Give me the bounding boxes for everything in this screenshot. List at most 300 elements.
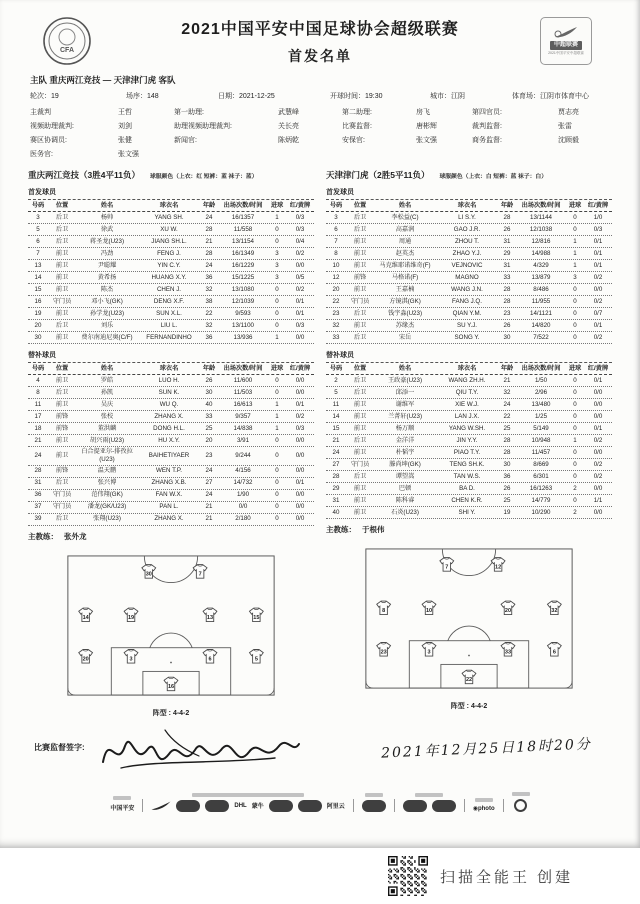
table-cell: 31: [332, 496, 340, 504]
table-row: [28, 399, 314, 411]
sponsor-caption-bar: [365, 793, 383, 797]
starters-label: 首发球员: [28, 189, 56, 196]
team-header: [28, 169, 314, 181]
table-cell: 0/0: [295, 467, 305, 475]
sheet-header: [28, 16, 612, 66]
table-row: [326, 308, 612, 320]
table-cell: 13/879: [531, 273, 551, 281]
table-cell: 刘乐: [100, 321, 114, 329]
table-cell: 5: [334, 388, 338, 396]
table-cell: 1: [275, 333, 279, 341]
sponsor-strip: [28, 792, 612, 812]
column-header: 年龄: [500, 201, 514, 209]
table-cell: 31: [503, 237, 511, 245]
starters-label: 首发球员: [326, 189, 354, 196]
sponsor-caption-bar: [512, 792, 530, 796]
team-column-home: [28, 169, 314, 718]
column-header: 球衣名: [457, 201, 477, 209]
official-name: 陈炳乾: [278, 137, 299, 144]
table-row: [326, 447, 612, 459]
table-cell: 金洋洋: [395, 436, 415, 444]
table-cell: 16/1357: [231, 213, 255, 221]
table-cell: DONG H.L.: [153, 424, 185, 432]
table-row: [28, 411, 314, 423]
table-row: [28, 514, 314, 526]
table-cell: 前卫: [55, 400, 69, 408]
table-cell: 23: [332, 309, 340, 317]
table-cell: 后卫: [353, 472, 367, 480]
table-cell: DENG X.F.: [153, 297, 185, 305]
table-cell: 前卫: [353, 285, 367, 293]
info-item: 日期：2021-12-25: [218, 93, 275, 100]
sponsor-separator: [503, 799, 504, 812]
table-cell: 朴韬宇: [395, 448, 415, 456]
table-cell: 前卫: [55, 309, 69, 317]
table-row: [28, 272, 314, 284]
table-row: [28, 236, 314, 248]
table-cell: 兰菁轩(U23): [387, 412, 423, 420]
table-cell: 11: [34, 400, 42, 408]
table-cell: 1: [573, 436, 577, 444]
svg-text:14: 14: [82, 614, 89, 621]
table-row: [326, 284, 612, 296]
column-header: 姓名: [398, 364, 412, 372]
table-cell: 0/1: [295, 479, 305, 487]
table-row: [326, 471, 612, 483]
sponsor-separator: [142, 799, 143, 812]
table-cell: 前卫: [55, 333, 69, 341]
table-row: [326, 332, 612, 344]
table-cell: 0/0: [295, 261, 305, 269]
table-row: [326, 495, 612, 507]
table-cell: 24: [205, 491, 213, 499]
table-row: [326, 435, 612, 447]
official-name: 武慧峰: [278, 109, 299, 116]
table-cell: 钱宇淼(U23): [387, 309, 423, 317]
coach-label: 主教练：: [326, 525, 356, 534]
table-cell: 后卫: [353, 225, 367, 233]
table-cell: 0: [573, 297, 577, 305]
sponsor-logo: [176, 800, 200, 812]
kit-colors: 球服颜色（上衣：白 短裤：蓝 袜子：白）: [439, 174, 548, 180]
table-cell: 37: [34, 503, 42, 511]
player-shirt-icon: [377, 601, 391, 615]
table-cell: 3: [334, 213, 338, 221]
table-cell: 27: [332, 460, 340, 468]
table-cell: 后卫: [55, 479, 69, 487]
table-cell: 前卫: [353, 261, 367, 269]
table-cell: 守门员: [52, 297, 72, 305]
camscanner-qr-code: [388, 856, 428, 896]
official-role: 裁判监督:: [472, 123, 502, 130]
sponsor-group: [362, 793, 386, 812]
table-cell: 冯劲: [100, 249, 114, 257]
table-cell: 21: [332, 436, 340, 444]
table-cell: 0/2: [593, 436, 603, 444]
table-cell: 7: [334, 237, 338, 245]
table-cell: 3: [275, 261, 279, 269]
table-header-row: [28, 363, 314, 375]
svg-text:3: 3: [129, 656, 133, 663]
table-cell: 28: [503, 448, 511, 456]
table-row: [28, 387, 314, 399]
column-header: 位置: [353, 364, 367, 372]
table-cell: 杨万顺: [395, 424, 415, 432]
table-row: [326, 248, 612, 260]
table-cell: 前卫: [55, 273, 69, 281]
table-cell: 11: [332, 400, 340, 408]
sponsor-separator: [353, 799, 354, 812]
teams-section: [28, 169, 612, 718]
table-cell: 29: [503, 249, 511, 257]
table-cell: 7: [36, 249, 40, 257]
table-cell: PIAO T.Y.: [453, 448, 481, 456]
table-cell: 24: [205, 213, 213, 221]
table-cell: SONG Y.: [454, 333, 480, 341]
table-cell: 赵英杰: [395, 249, 415, 257]
table-cell: LIU L.: [160, 321, 178, 329]
table-cell: PAN L.: [159, 503, 179, 511]
table-cell: 1/0: [593, 213, 603, 221]
table-cell: YANG W.SH.: [448, 424, 486, 432]
table-cell: 32: [503, 388, 511, 396]
table-cell: 0/3: [295, 213, 305, 221]
table-cell: 吴庆: [100, 400, 114, 408]
nike-swoosh-icon: [151, 801, 171, 811]
table-cell: 0/2: [295, 249, 305, 257]
table-header-row: [28, 200, 314, 212]
starters-table: [326, 199, 612, 344]
csl-badge: [540, 17, 592, 65]
table-cell: 1/1: [593, 496, 603, 504]
table-cell: 20: [34, 321, 42, 329]
table-cell: 3: [36, 213, 40, 221]
subs-table: [28, 362, 314, 526]
page-title: 2021中国平安中国足球协会超级联赛: [181, 21, 459, 38]
table-cell: 1/50: [534, 376, 548, 384]
table-cell: 0/4: [295, 237, 305, 245]
table-cell: 李松益(C): [391, 213, 419, 221]
table-cell: 0/7: [593, 309, 603, 317]
table-cell: BA D.: [459, 484, 475, 492]
table-cell: 方镜淇(GK): [389, 297, 421, 305]
table-cell: 0/2: [593, 472, 603, 480]
table-cell: JIN Y.Y.: [456, 436, 478, 444]
table-cell: 前卫: [353, 508, 367, 516]
svg-text:33: 33: [504, 649, 512, 656]
table-cell: 后卫: [353, 436, 367, 444]
table-cell: YIN C.Y.: [157, 261, 181, 269]
table-cell: 0/3: [295, 424, 305, 432]
team-header: [326, 169, 612, 181]
table-cell: 0: [275, 285, 279, 293]
column-header: 位置: [55, 364, 69, 372]
table-cell: 32: [332, 321, 340, 329]
table-cell: 0: [573, 225, 577, 233]
table-cell: 前卫: [353, 249, 367, 257]
table-cell: 9/593: [235, 309, 251, 317]
table-cell: 33: [332, 333, 340, 341]
table-cell: 0/1: [295, 309, 305, 317]
column-header: 年龄: [202, 364, 216, 372]
table-cell: 张校: [100, 412, 114, 420]
table-cell: 0/0: [295, 436, 305, 444]
coach-line: [28, 531, 314, 542]
table-cell: 0: [275, 297, 279, 305]
svg-text:6: 6: [552, 649, 556, 656]
column-header: 球衣名: [159, 364, 179, 372]
table-cell: 守门员: [52, 491, 72, 499]
column-header: 姓名: [398, 201, 412, 209]
column-header: 球衣名: [159, 201, 179, 209]
svg-text:7: 7: [445, 564, 449, 571]
table-cell: 2/96: [534, 388, 548, 396]
table-cell: 11/600: [233, 376, 253, 384]
table-cell: 8: [334, 249, 338, 257]
matchup-line: 主队 重庆两江竞技 — 天津津门虎 客队: [30, 75, 176, 85]
table-cell: 0: [275, 451, 279, 459]
table-cell: 21: [34, 436, 42, 444]
sponsor-group: [110, 796, 134, 812]
column-header: 进球: [568, 201, 582, 209]
table-row: [326, 212, 612, 224]
table-cell: 14/779: [531, 496, 551, 504]
formation-caption: 阵型 : 4-4-2: [152, 709, 190, 717]
subs-label: 替补球员: [326, 352, 354, 359]
table-cell: 28: [205, 225, 213, 233]
table-cell: 33: [205, 412, 213, 420]
table-cell: 16/613: [233, 400, 253, 408]
formation-pitch: [58, 552, 284, 702]
table-cell: 38: [205, 297, 213, 305]
table-cell: 巴顿: [398, 484, 412, 492]
official-name: 张雷: [558, 123, 572, 130]
table-cell: 胡兴雨(U23): [89, 436, 125, 444]
table-cell: 13/1154: [232, 237, 254, 245]
coach-name: 于根伟: [362, 525, 385, 534]
coach-label: 主教练：: [28, 531, 58, 541]
official-role: 第一助理:: [174, 109, 204, 116]
table-cell: 25: [205, 424, 213, 432]
table-cell: 后卫: [55, 213, 69, 221]
table-row: [28, 224, 314, 236]
table-cell: 16/1263: [529, 484, 553, 492]
table-cell: 张兴博: [97, 479, 117, 487]
svg-text:23: 23: [380, 649, 387, 656]
info-item: 体育场：江阴市体育中心: [512, 93, 589, 100]
column-header: 号码: [31, 201, 45, 209]
table-cell: 白合提亚尔-排孜拉(U23): [81, 448, 133, 463]
column-header: 年龄: [500, 364, 514, 372]
table-cell: 0/0: [593, 412, 603, 420]
table-cell: 后卫: [353, 213, 367, 221]
table-cell: 23: [205, 451, 213, 459]
table-cell: 13/1144: [530, 213, 552, 221]
svg-text:12: 12: [495, 564, 502, 571]
table-cell: 3: [573, 273, 577, 281]
table-cell: 24: [332, 448, 340, 456]
table-cell: 8: [36, 388, 40, 396]
table-cell: 16/1349: [231, 249, 255, 257]
official-name: 唐彬辉: [416, 123, 437, 130]
player-shirt-icon: [124, 608, 138, 622]
official-role: 商务监督:: [472, 137, 502, 144]
table-cell: 12/1039: [231, 297, 255, 305]
sponsor-caption-bar: [475, 798, 493, 802]
table-cell: 0/5: [295, 273, 305, 281]
table-cell: 9/244: [235, 451, 251, 459]
table-cell: 1: [573, 237, 577, 245]
table-row: [326, 260, 612, 272]
table-cell: 0: [275, 388, 279, 396]
table-cell: 0/0: [295, 333, 305, 341]
table-cell: 前锋: [55, 412, 69, 420]
table-cell: ZHANG X.: [154, 515, 184, 523]
table-cell: 13/1100: [232, 321, 254, 329]
signature-label: 比赛监督签字:: [34, 742, 85, 752]
table-cell: 12/816: [531, 237, 551, 245]
column-header: 号码: [31, 364, 45, 372]
table-cell: 11/558: [233, 225, 253, 233]
official-name: 房飞: [416, 109, 430, 116]
table-cell: 马克维耶诺维奇(F): [379, 261, 431, 269]
table-cell: 32: [205, 285, 213, 293]
table-cell: 24: [205, 467, 213, 475]
table-cell: ZHOU T.: [455, 237, 479, 245]
starters-table: [28, 199, 314, 344]
table-cell: 0/2: [593, 273, 603, 281]
column-header: 出场次数/时间: [521, 364, 561, 372]
table-cell: 0/0: [593, 388, 603, 396]
table-cell: 0/2: [593, 333, 603, 341]
table-row: [28, 466, 314, 478]
table-row: [326, 224, 612, 236]
table-cell: 6: [334, 225, 338, 233]
table-row: [28, 320, 314, 332]
table-cell: 36: [205, 333, 213, 341]
official-role: 主裁判: [30, 109, 51, 116]
table-row: [326, 272, 612, 284]
table-row: [28, 478, 314, 490]
svg-text:20: 20: [504, 608, 512, 615]
table-cell: 36: [503, 472, 511, 480]
csl-swirl-icon: [553, 26, 579, 40]
sponsor-caption-bar: [113, 796, 131, 800]
table-cell: 28: [205, 249, 213, 257]
kit-colors: 球服颜色（上衣：红 短裤：蓝 袜子：蓝）: [149, 174, 258, 180]
table-cell: 11/457: [531, 448, 551, 456]
table-cell: 0: [275, 467, 279, 475]
table-cell: 前卫: [353, 424, 367, 432]
table-row: [28, 375, 314, 387]
table-cell: 1: [275, 400, 279, 408]
table-cell: 0: [573, 309, 577, 317]
sponsor-separator: [464, 799, 465, 812]
info-item: 城市：江阴: [430, 93, 465, 100]
table-cell: 前卫: [353, 484, 367, 492]
official-role: 赛区协调员:: [30, 137, 67, 144]
player-shirt-icon: [124, 649, 138, 663]
table-cell: FENG J.: [157, 249, 181, 257]
table-cell: 10: [332, 261, 340, 269]
table-cell: 0/0: [593, 508, 603, 516]
signature-scribble: [95, 720, 305, 778]
team-column-away: [326, 169, 612, 718]
table-cell: 马格诺(F): [391, 273, 419, 281]
player-shirt-icon: [547, 601, 561, 615]
table-cell: 26: [503, 484, 511, 492]
table-cell: 守门员: [350, 297, 370, 305]
table-cell: 5/149: [533, 424, 549, 432]
table-cell: 0: [275, 225, 279, 233]
formation-diagram: [326, 545, 612, 711]
table-cell: 0: [573, 400, 577, 408]
column-header: 位置: [353, 201, 367, 209]
table-cell: 14/838: [233, 424, 253, 432]
svg-text:30: 30: [145, 571, 152, 578]
table-cell: 石炎(U23): [391, 508, 419, 516]
player-shirt-icon: [249, 649, 263, 663]
team-name: 重庆两江竞技（3胜4平11负）: [28, 170, 140, 180]
table-cell: 费尔南迪尼奥(C/F): [81, 333, 133, 341]
table-cell: 0: [573, 321, 577, 329]
table-cell: LAN J.X.: [454, 412, 480, 420]
column-header: 进球: [270, 364, 284, 372]
table-cell: 13/936: [233, 333, 253, 341]
info-row: [30, 91, 612, 101]
table-cell: 0: [573, 388, 577, 396]
table-cell: 39: [34, 515, 42, 523]
table-cell: 11/955: [531, 297, 551, 305]
badge-band-text: 中超联赛: [550, 41, 582, 49]
table-cell: 黄希扬: [97, 273, 117, 281]
table-cell: 0: [573, 448, 577, 456]
sponsor-logo: [403, 800, 427, 812]
official-role: 新闻官:: [174, 137, 197, 144]
table-cell: 21: [205, 237, 213, 245]
table-cell: 0: [275, 491, 279, 499]
table-cell: 25: [503, 496, 511, 504]
sponsor-group: [512, 792, 530, 812]
table-cell: 30: [205, 388, 213, 396]
player-shirt-icon: [501, 601, 515, 615]
table-cell: 后卫: [353, 388, 367, 396]
player-shirt-icon: [547, 643, 561, 657]
table-cell: 6: [36, 237, 40, 245]
table-cell: 29: [332, 484, 340, 492]
title-block: [100, 16, 540, 66]
subs-table: [326, 362, 612, 519]
table-cell: 0/1: [593, 261, 603, 269]
table-cell: 24: [205, 261, 213, 269]
svg-text:22: 22: [465, 677, 473, 684]
table-cell: 13: [34, 261, 42, 269]
player-shirt-icon: [203, 649, 217, 663]
table-cell: 12/1038: [529, 225, 553, 233]
svg-text:6: 6: [208, 656, 212, 663]
table-cell: 守门员: [350, 460, 370, 468]
table-cell: HUANG X.Y.: [151, 273, 187, 281]
player-shirt-icon: [462, 670, 476, 684]
table-cell: YANG SH.: [154, 213, 184, 221]
table-cell: 徐武: [100, 225, 114, 233]
table-cell: 前卫: [353, 448, 367, 456]
table-cell: TAN W.S.: [453, 472, 481, 480]
table-header-row: [326, 200, 612, 212]
table-cell: 邓小飞(GK): [91, 297, 123, 305]
table-cell: 30: [503, 460, 511, 468]
table-row: [28, 308, 314, 320]
